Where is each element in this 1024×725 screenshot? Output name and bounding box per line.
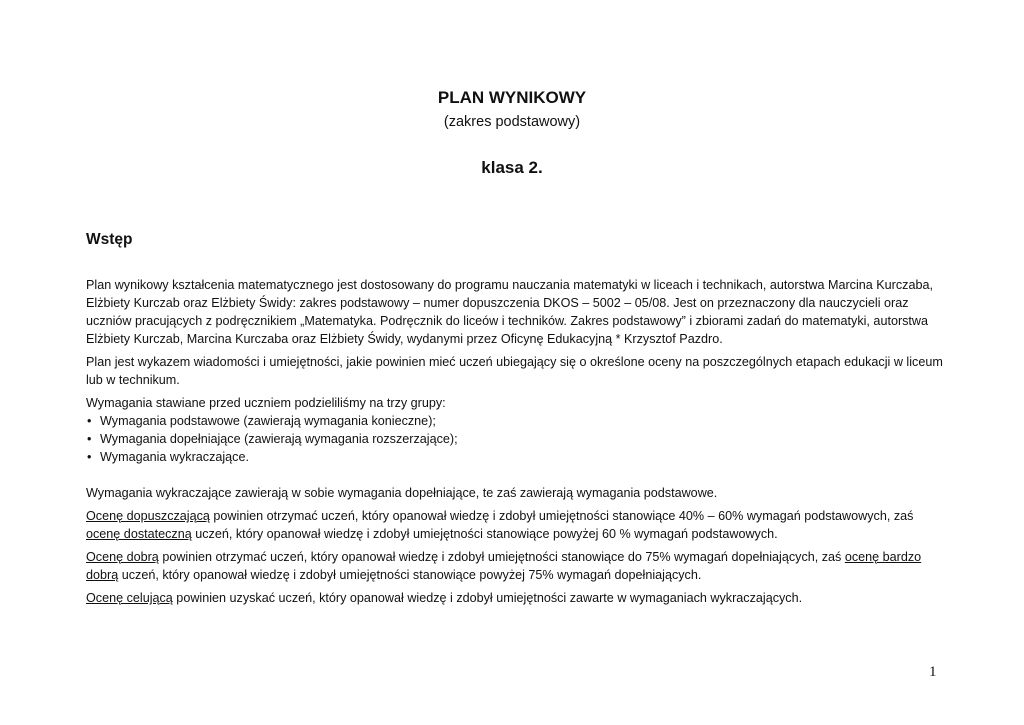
class-label: klasa 2. [481,158,543,177]
grade-paragraph-2 [86,548,946,584]
grade-text: uczeń, który opanował wiedzę i zdobył umiejętności stanowiące powyżej 60 % wymagań podstawowych. [191,527,778,541]
intro-paragraph-1: Plan wynikowy kształcenia matematycznego jest dostosowany do programu nauczania matematyki w liceach i technikach, autorstwa Marcina Kurczaba, Elżbiety Kurczab oraz Elżbiety Świdy: zakres podstawowy – numer dopuszczenia DKOS – 5002 – 05/08. Jest on przeznaczony dla nauczycieli oraz uczniów pracujących z podręcznikiem „Matematyka. Podręcznik do liceów i techników. Zakres podstawowy” i zbiorami zadań do matematyki, autorstwa Elżbiety Kurczab, Marcina Kurczaba oraz Elżbiety Świdy, wydanymi przez Oficynę Edukacyjną * Krzysztof Pazdro. [86,278,933,346]
section-heading-intro: Wstęp [86,231,133,248]
grade-text: uczeń, który opanował wiedzę i zdobył umiejętności stanowiące powyżej 75% wymagań dopełniających. [118,568,702,582]
grade-term-dobra: Ocenę dobrą [86,550,159,564]
grade-term-dopuszczajaca: Ocenę dopuszczającą [86,509,210,523]
grade-term-dostateczna: ocenę dostateczną [86,527,192,541]
list-item: • Wymagania wykraczające. [86,448,946,466]
spacer [86,466,946,484]
list-item: • Wymagania dopełniające (zawierają wymagania rozszerzające); [86,430,946,448]
grade-paragraph-3 [86,589,946,607]
requirement-groups-list [86,412,946,466]
grade-term-celujaca: Ocenę celującą [86,591,173,605]
grade-text: powinien uzyskać uczeń, który opanował wiedzę i zdobył umiejętności zawarte w wymaganiach wykraczających. [172,591,803,605]
list-item: • Wymagania podstawowe (zawierają wymagania konieczne); [86,412,946,430]
intro-paragraph-3: Wymagania wykraczające zawierają w sobie wymagania dopełniające, te zaś zawierają wymagania podstawowe. [86,486,718,500]
groups-intro: Wymagania stawiane przed uczniem podzieliliśmy na trzy grupy: [86,396,446,410]
page-number: 1 [929,664,937,680]
grade-paragraph-1 [86,507,946,543]
intro-content [86,276,946,612]
grade-text: powinien otrzymać uczeń, który opanował wiedzę i zdobył umiejętności stanowiące do 75% wymagań dopełniających, zaś [158,550,845,564]
grade-text: powinien otrzymać uczeń, który opanował wiedzę i zdobył umiejętności stanowiące 40% – 60% wymagań podstawowych, zaś [209,509,914,523]
document-title: PLAN WYNIKOWY [437,88,587,107]
grade-term-bardzo-dobra: ocenę bardzo dobrą [86,550,922,582]
intro-paragraph-2: Plan jest wykazem wiadomości i umiejętności, jakie powinien mieć uczeń ubiegający się o określone oceny na poszczególnych etapach edukacji w liceum lub w technikum. [86,355,943,387]
document-subtitle: (zakres podstawowy) [443,114,581,130]
